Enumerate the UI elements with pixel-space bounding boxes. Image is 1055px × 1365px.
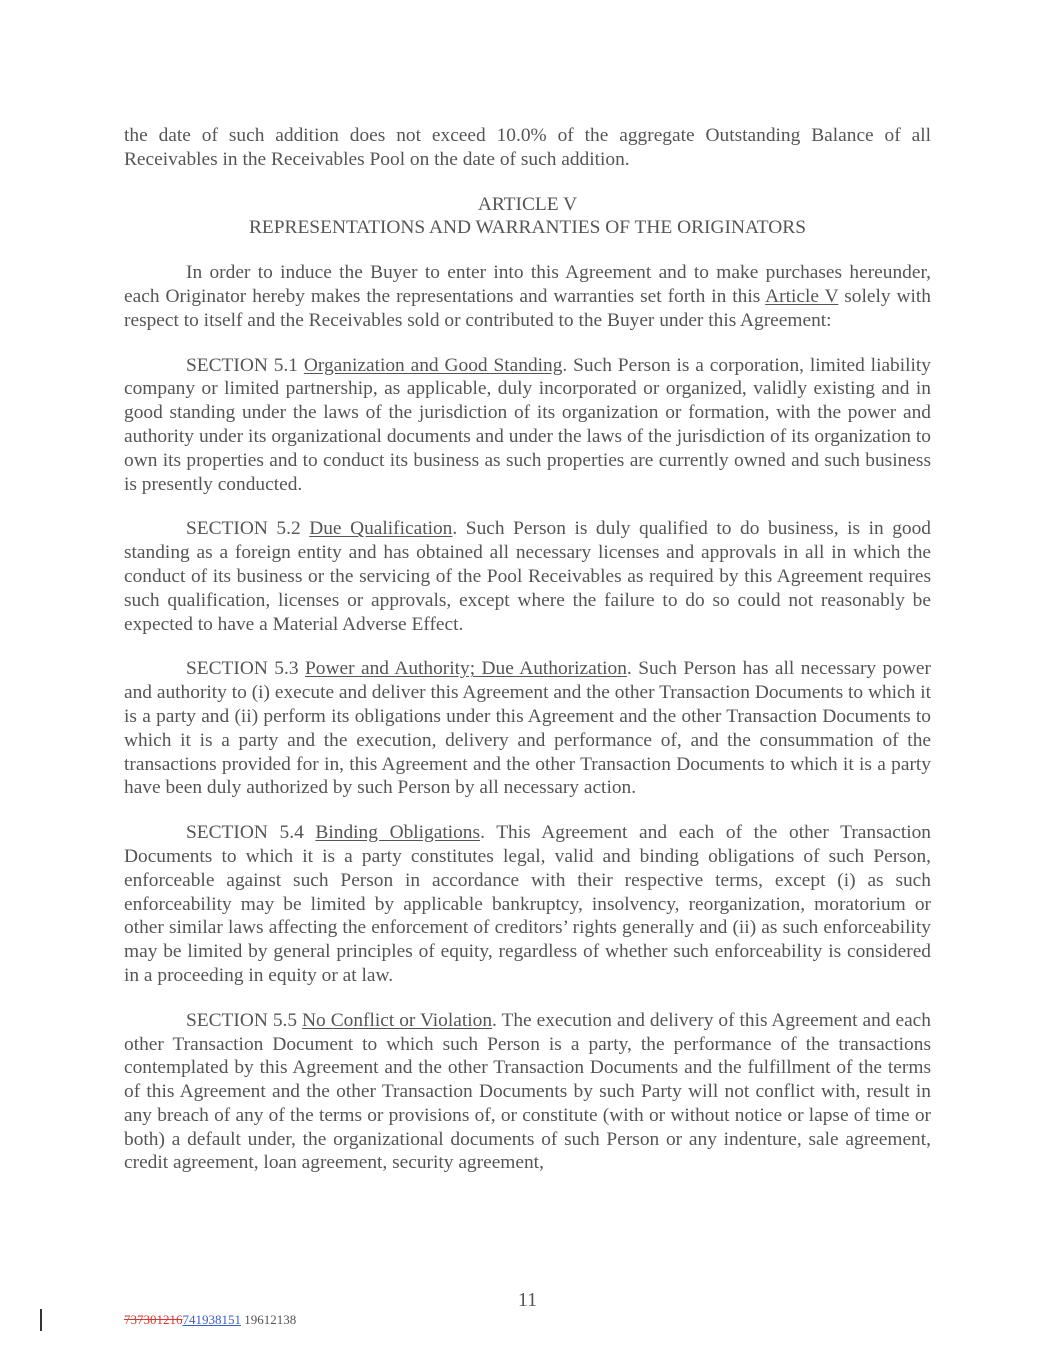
section-number: SECTION 5.5 [186, 1009, 303, 1031]
document-footer [124, 1312, 296, 1328]
section-number: SECTION 5.2 [186, 518, 310, 540]
section-body: . Such Person has all necessary power and authority to (i) execute and deliver this Agreement and the other Transaction Documents to which it is a party and (ii) perform its obligations under this Agreement and the other Transaction Documents to which it is a party and the execution, delivery and performance of, and the consummation of the transactions provided for in, this Agreement and the other Transaction Documents to which it is a party have been duly authorized by such Person by all necessary action. [124, 658, 931, 799]
intro-paragraph [124, 261, 931, 332]
section-heading: Binding Obligations [315, 822, 481, 844]
continuation-paragraph: the date of such addition does not exceed 10.0% of the aggregate Outstanding Balance of all Receivables in the Receivables Pool on the date of such addition. [124, 125, 931, 170]
section-5-5 [124, 1009, 931, 1176]
section-heading: Power and Authority; Due Authorization [304, 658, 627, 680]
section-heading: No Conflict or Violation [302, 1009, 493, 1031]
footer-doc-id: 19612138 [241, 1312, 297, 1327]
article-number: ARTICLE V [477, 193, 578, 215]
document-page [124, 124, 931, 1175]
intro-text-before: In order to induce the Buyer to enter into this Agreement and to make purchases hereunder, each Originator hereby makes the representations and warranties set forth in this [124, 262, 931, 307]
section-number: SECTION 5.4 [186, 822, 316, 844]
section-heading: Organization and Good Standing [303, 354, 563, 376]
section-5-4 [124, 821, 931, 988]
section-5-2 [124, 517, 931, 636]
intro-text-after: solely with respect to itself and the Receivables sold or contributed to the Buyer under this Agreement: [124, 285, 931, 331]
inserted-doc-number: 741938151 [182, 1312, 241, 1327]
section-body: . The execution and delivery of this Agreement and each other Transaction Document to which such Person is a party, the performance of the transactions contemplated by this Agreement and the other Transaction Documents and the fulfillment of the terms of this Agreement and the other Transaction Documents by such Party will not conflict with, result in any breach of any of the terms or provisions of, or constitute (with or without notice or lapse of time or both) a default under, the organizational documents of such Person or any indenture, sale agreement, credit agreement, loan agreement, security agreement, [124, 1009, 931, 1174]
article-title: REPRESENTATIONS AND WARRANTIES OF THE ORIGINATORS [248, 217, 807, 239]
page-number: 11 [517, 1289, 538, 1311]
revision-change-bar [40, 1309, 42, 1331]
article-reference-link[interactable]: Article V [765, 285, 839, 307]
section-body: . Such Person is duly qualified to do business, is in good standing as a foreign entity and has obtained all necessary licenses and approvals in all in which the conduct of its business or the servicing of the Pool Receivables as required by this Agreement requires such qualification, licenses or approvals, except where the failure to do so could not reasonably be expected to have a Material Adverse Effect. [124, 518, 931, 635]
section-number: SECTION 5.1 [186, 354, 304, 376]
section-body: . Such Person is a corporation, limited liability company or limited partnership, as applicable, duly incorporated or organized, validly existing and in good standing under the laws of the jurisdiction of its organization or formation, with the power and authority under its organizational documents and under the laws of the jurisdiction of its organization to own its properties and to conduct its business as such properties are currently owned and such business is presently conducted. [124, 354, 931, 495]
section-5-1 [124, 354, 931, 497]
section-body: . This Agreement and each of the other Transaction Documents to which it is a party constitutes legal, valid and binding obligations of such Person, enforceable against such Person in accordance with their respective terms, except (i) as such enforceability may be limited by applicable bankruptcy, insolvency, reorganization, moratorium or other similar laws affecting the enforcement of creditors’ rights generally and (ii) as such enforceability may be limited by general principles of equity, regardless of whether such enforceability is considered in a proceeding in equity or at law. [124, 822, 932, 986]
section-5-3 [124, 657, 931, 800]
section-heading: Due Qualification [309, 518, 453, 540]
section-number: SECTION 5.3 [186, 658, 305, 680]
deleted-doc-number: 737301216 [124, 1312, 183, 1327]
